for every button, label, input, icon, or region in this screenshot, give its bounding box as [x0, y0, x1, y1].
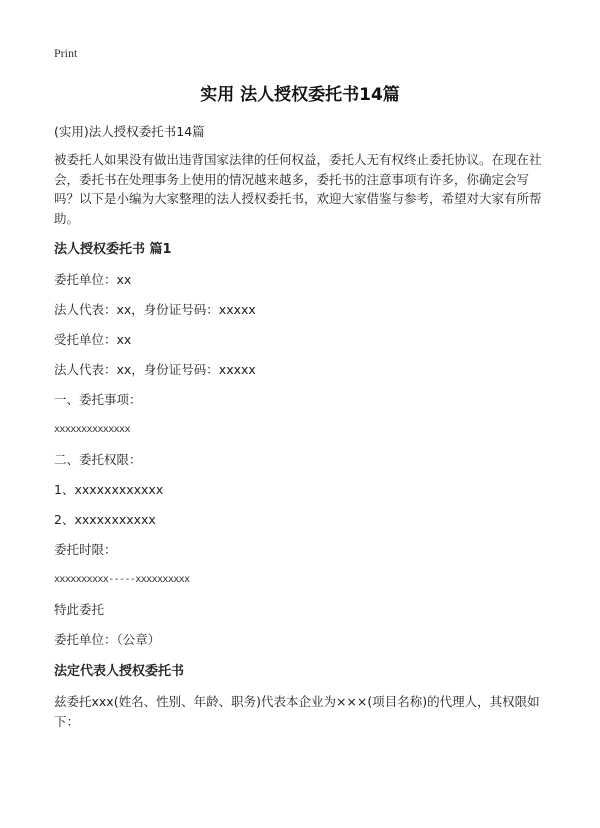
line-entrusting-unit: 委托单位：xx — [54, 272, 132, 287]
line-authority-heading: 二、委托权限： — [54, 452, 142, 467]
line-term-heading: 委托时限： — [54, 542, 117, 557]
document-body — [54, 122, 550, 731]
line-hereby: 特此委托 — [54, 602, 105, 617]
document-title: 实用 法人授权委托书14篇 — [200, 85, 400, 105]
section-heading-2: 法定代表人授权委托书 — [54, 664, 185, 679]
line-matters-value: xxxxxxxxxxxxxx — [54, 424, 130, 435]
line-seal: 委托单位：（公章） — [54, 632, 161, 647]
section2-paragraph: 兹委托xxx(姓名、性别、年龄、职务)代表本企业为×××(项目名称)的代理人，其权限如下： — [54, 694, 540, 729]
print-label: Print — [54, 46, 78, 60]
line-legal-rep-1: 法人代表：xx，身份证号码：xxxxx — [54, 302, 256, 317]
line-authority-1: 1、xxxxxxxxxxxx — [54, 482, 164, 497]
line-authority-2: 2、xxxxxxxxxxx — [54, 512, 156, 527]
line-term-value: xxxxxxxxxx-----xxxxxxxxxx — [54, 574, 190, 585]
section-heading-1: 法人授权委托书 篇1 — [54, 242, 172, 257]
line-legal-rep-2: 法人代表：xx，身份证号码：xxxxx — [54, 362, 256, 377]
line-entrusted-unit: 受托单位：xx — [54, 332, 132, 347]
line-matters-heading: 一、委托事项： — [54, 392, 142, 407]
subtitle: (实用)法人授权委托书14篇 — [54, 124, 205, 139]
intro-paragraph: 被委托人如果没有做出违背国家法律的任何权益，委托人无有权终止委托协议。在现在社会，委托书在处理事务上使用的情况越来越多，委托书的注意事项有许多，你确定会写吗？以下是小编为大家整理的法人授权委托书，欢迎大家借鉴与参考，希望对大家有所帮助。 — [54, 152, 542, 226]
